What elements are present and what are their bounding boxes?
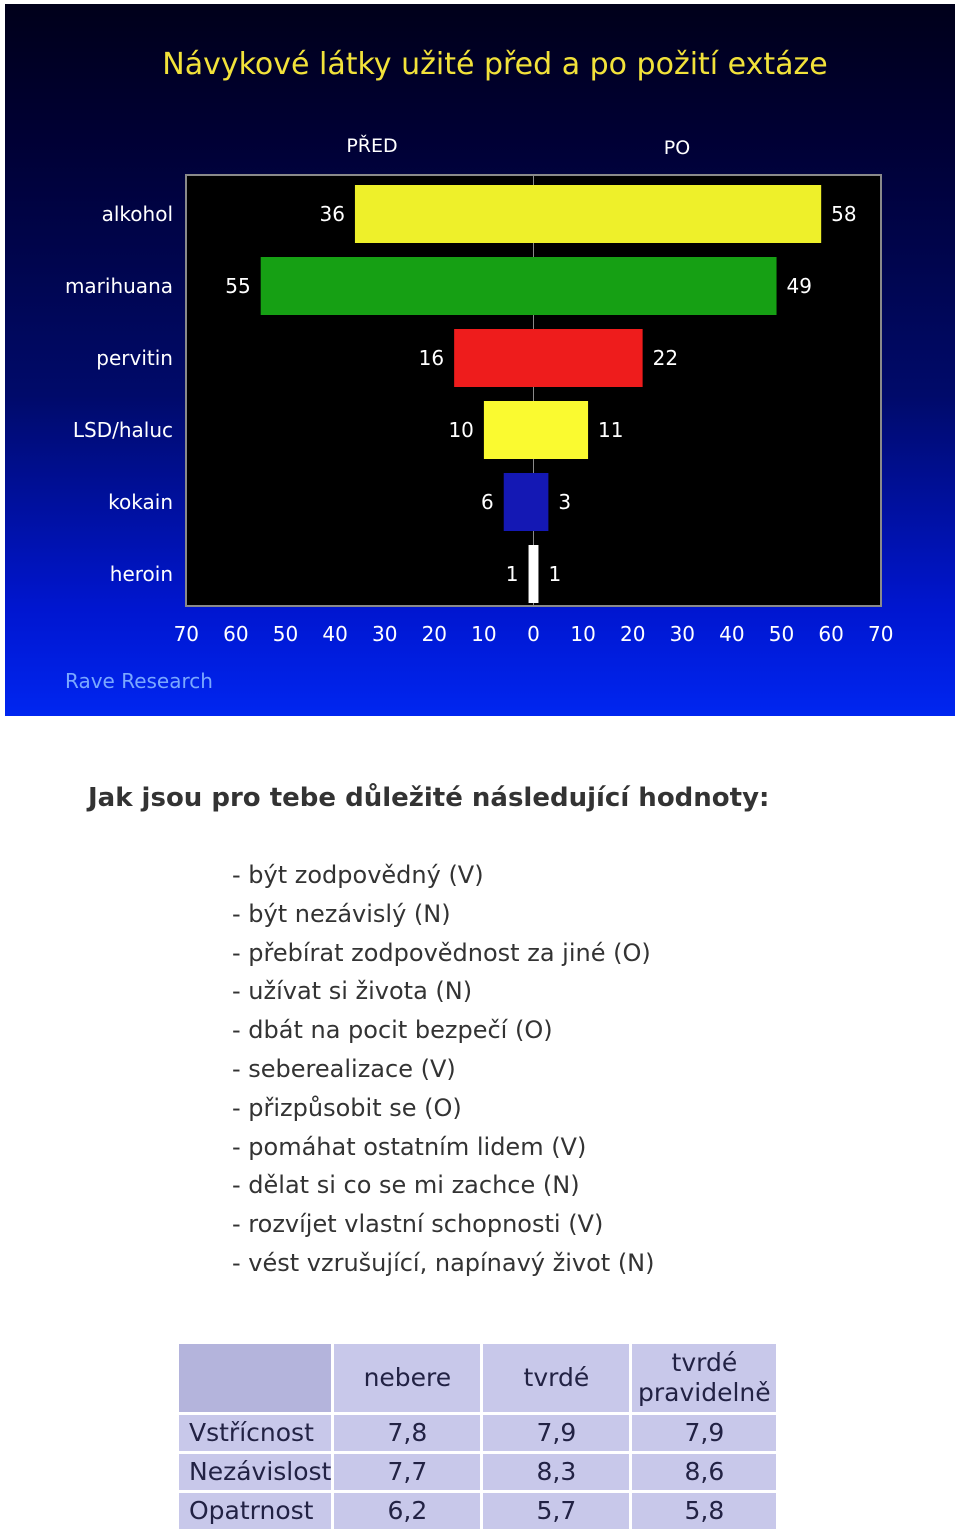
value-label-before: 55 (225, 274, 251, 298)
table-cell: 7,7 (334, 1454, 480, 1490)
x-tick-label: 0 (527, 622, 540, 646)
x-tick-label: 70 (867, 622, 894, 646)
x-tick-label: 30 (669, 622, 696, 646)
x-tick-label: 10 (471, 622, 497, 646)
bar-before-kokain (504, 473, 534, 531)
list-item: - dbát na pocit bezpečí (O) (232, 1016, 553, 1045)
table-row-label: Vstřícnost (179, 1415, 331, 1451)
bar-after-lsd-haluc (534, 401, 589, 459)
table-row (179, 1493, 776, 1529)
bar-before-marihuana (261, 257, 534, 315)
table-cell: 7,9 (632, 1415, 776, 1451)
list-item: - vést vzrušující, napínavý život (N) (232, 1248, 655, 1277)
table-row (179, 1415, 776, 1451)
chart-slide (5, 4, 955, 716)
value-label-after: 11 (598, 418, 624, 442)
chart (5, 4, 955, 716)
table-cell: 5,8 (632, 1493, 776, 1529)
x-tick-label: 70 (173, 622, 200, 646)
x-tick-label: 50 (272, 622, 299, 646)
category-label: pervitin (96, 346, 173, 370)
values-list (232, 856, 655, 1283)
list-item: - užívat si života (N) (232, 977, 473, 1006)
table-header-empty (179, 1344, 331, 1412)
x-tick-label: 30 (371, 622, 398, 646)
table-row-label: Nezávislost (179, 1454, 331, 1490)
bar-after-pervitin (534, 329, 643, 387)
question-heading: Jak jsou pro tebe důležité následující hodnoty: (88, 783, 770, 813)
list-item: - přebírat zodpovědnost za jiné (O) (232, 938, 651, 967)
bar-before-heroin (529, 545, 534, 603)
category-label: LSD/haluc (72, 418, 173, 442)
bar-after-marihuana (534, 257, 777, 315)
bar-after-alkohol (534, 185, 822, 243)
value-label-before: 10 (448, 418, 474, 442)
value-label-after: 22 (652, 346, 679, 370)
list-item: - rozvíjet vlastní schopnosti (V) (232, 1210, 604, 1239)
table-row-label: Opatrnost (179, 1493, 331, 1529)
x-tick-label: 40 (719, 622, 745, 646)
bar-before-pervitin (454, 329, 533, 387)
value-label-after: 49 (786, 274, 812, 298)
list-item: - být zodpovědný (V) (232, 861, 484, 889)
table-header-row (179, 1344, 776, 1412)
value-label-before: 16 (418, 346, 445, 370)
score-table (176, 1341, 779, 1532)
table-cell: 6,2 (334, 1493, 480, 1529)
category-label: heroin (109, 562, 173, 586)
category-label: alkohol (101, 202, 173, 226)
chart-title: Návykové látky užité před a po požití extáze (162, 47, 828, 82)
table-row (179, 1454, 776, 1490)
table-cell: 7,9 (483, 1415, 629, 1451)
value-label-before: 6 (481, 490, 494, 514)
chart-source: Rave Research (65, 669, 213, 693)
table-header-tvrde: tvrdé (483, 1344, 629, 1412)
x-tick-label: 20 (421, 622, 448, 646)
bar-after-kokain (534, 473, 549, 531)
value-label-before: 1 (505, 562, 519, 586)
table-cell: 5,7 (483, 1493, 629, 1529)
table-cell: 8,6 (632, 1454, 776, 1490)
value-label-after: 3 (558, 490, 572, 514)
bar-before-lsd-haluc (484, 401, 534, 459)
category-label: kokain (108, 490, 173, 514)
x-tick-label: 10 (570, 622, 596, 646)
x-tick-label: 50 (768, 622, 795, 646)
table-cell: 8,3 (483, 1454, 629, 1490)
bar-after-heroin (534, 545, 539, 603)
column-header-before: PŘED (346, 135, 398, 157)
x-tick-label: 60 (818, 622, 844, 646)
category-label: marihuana (64, 274, 173, 298)
table-header-tvrde-pravidelne: tvrdé pravidelně (632, 1344, 776, 1412)
table-cell: 7,8 (334, 1415, 480, 1451)
value-label-after: 1 (548, 562, 562, 586)
x-tick-label: 60 (223, 622, 249, 646)
x-tick-label: 20 (619, 622, 646, 646)
value-label-before: 36 (319, 202, 345, 226)
list-item: - přizpůsobit se (O) (232, 1093, 462, 1122)
bar-before-alkohol (355, 185, 534, 243)
list-item: - pomáhat ostatním lidem (V) (232, 1132, 587, 1161)
table-header-nebere: nebere (334, 1344, 480, 1412)
x-tick-label: 40 (322, 622, 348, 646)
list-item: - být nezávislý (N) (232, 899, 451, 928)
list-item: - seberealizace (V) (232, 1054, 456, 1083)
value-label-after: 58 (831, 202, 857, 226)
list-item: - dělat si co se mi zachce (N) (232, 1171, 580, 1200)
column-header-after: PO (663, 137, 691, 159)
